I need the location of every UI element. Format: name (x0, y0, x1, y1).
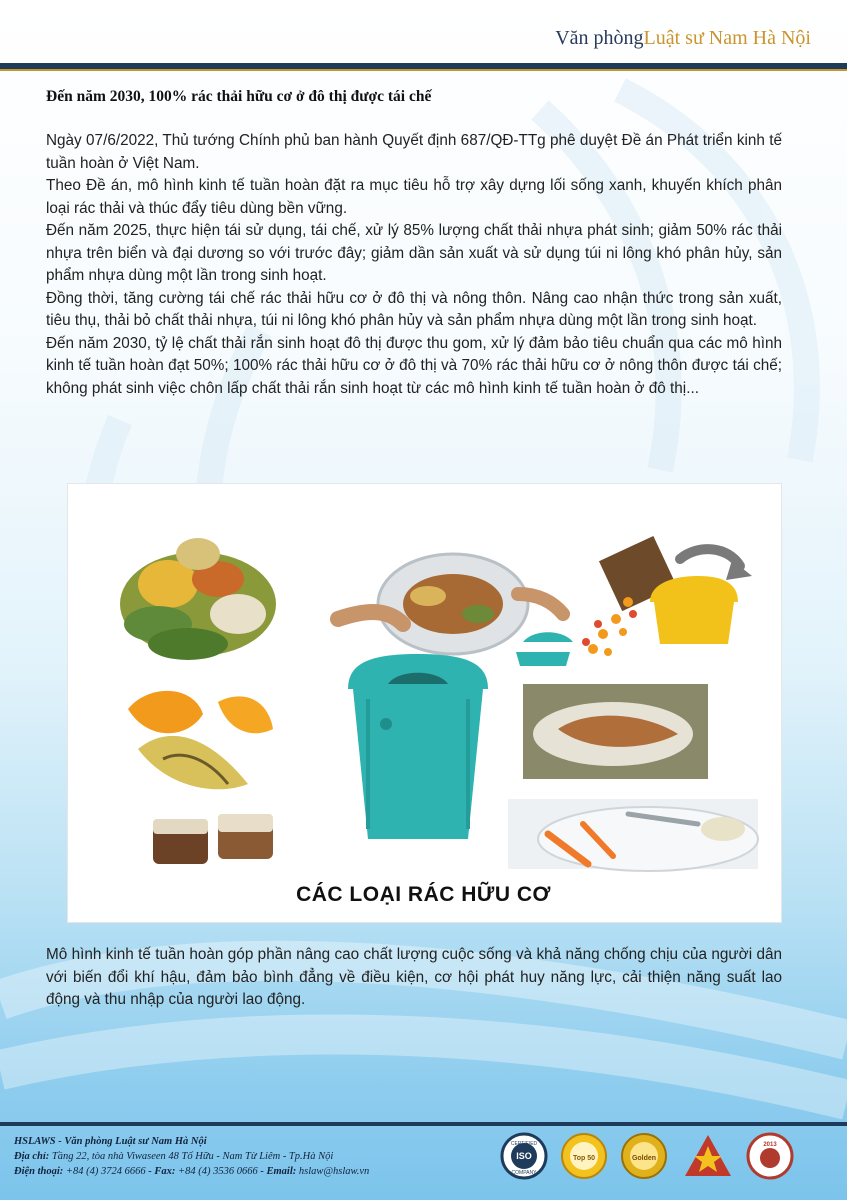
footer-org-name: HSLAWS - Văn phòng Luật sư Nam Hà Nội (14, 1136, 207, 1147)
page-header (0, 0, 847, 70)
footer-org (14, 1134, 514, 1149)
brand-part-2: Luật sư Nam Hà Nội (643, 27, 811, 49)
footer-rule (0, 1122, 847, 1126)
top50-badge (560, 1132, 608, 1180)
phone-value: +84 (4) 3724 6666 (65, 1166, 146, 1177)
paragraph: Ngày 07/6/2022, Thủ tướng Chính phủ ban hành Quyết định 687/QĐ-TTg phê duyệt Đề án Phát triển kinh tế tuần hoàn ở Việt Nam. (46, 132, 782, 172)
organic-waste-illustration (68, 484, 781, 922)
header-rule-accent (0, 69, 847, 71)
email-label: - Email: (260, 1166, 297, 1177)
seal-2013-badge (746, 1132, 794, 1180)
organic-waste-figure (68, 484, 781, 922)
peels-image (128, 691, 273, 789)
badge2-text: Top 50 (572, 1155, 596, 1162)
paragraph: Theo Đề án, mô hình kinh tế tuần hoàn đặt ra mục tiêu hỗ trợ xây dựng lối sống xanh, khuyến khích phân loại rác thải và thúc đẩy tiêu dùng bền vững. (46, 177, 782, 217)
footer-contact (14, 1134, 514, 1179)
award-badges (500, 1128, 840, 1188)
badge3-text: Golden (631, 1155, 657, 1162)
iso-certified-badge (500, 1132, 548, 1180)
golden-badge (620, 1132, 668, 1180)
article-body (46, 130, 782, 400)
address-value: Tầng 22, tòa nhà Viwaseen 48 Tố Hữu - Nam Từ Liêm - Tp.Hà Nội (51, 1151, 334, 1162)
footer-phone-line (14, 1164, 514, 1179)
tea-bags-image (153, 814, 273, 864)
fish-leftovers-image (523, 684, 708, 779)
address-label: Địa chỉ: (14, 1151, 50, 1162)
paragraph: Đồng thời, tăng cường tái chế rác thải hữu cơ ở đô thị và nông thôn. Nâng cao nhận thức trong sản xuất, tiêu thụ, thải bỏ chất thải nhựa, túi ni lông khó phân hủy và sản phẩm nhựa dùng một lần trong sinh hoạt. (46, 289, 782, 329)
article-title: Đến năm 2030, 100% rác thải hữu cơ ở đô thị được tái chế (46, 88, 432, 105)
paragraph: Đến năm 2025, thực hiện tái sử dụng, tái chế, xử lý 85% lượng chất thải nhựa phát sinh; giảm 50% rác thải nhựa trên biển và đại dương so với trước đây; giảm dần sản xuất và sử dụng túi ni lông khó phân hủy, sản phẩm nhựa dùng một lần trong sinh hoạt. (46, 222, 782, 284)
fax-label: - Fax: (148, 1166, 176, 1177)
header-brand (555, 27, 811, 50)
plate-with-carrots-image (508, 799, 758, 871)
closing-paragraph: Mô hình kinh tế tuần hoàn góp phần nâng cao chất lượng cuộc sống và khả năng chống chịu của người dân với biến đổi khí hậu, đảm bảo bình đẳng về điều kiện, cơ hội phát huy năng lực, cải thiện năng suất lao động và thu nhập của người lao động. (46, 946, 782, 1008)
email-value: hslaw@hslaw.vn (298, 1166, 370, 1177)
brand-part-1: Văn phòng (555, 27, 644, 49)
iso-bottom-text: COMPANY (511, 1170, 537, 1176)
trash-bin-image (348, 654, 488, 839)
iso-mid-text: ISO (516, 1151, 532, 1161)
paragraph: Đến năm 2030, tỷ lệ chất thải rắn sinh hoạt đô thị được thu gom, xử lý đảm bảo tiêu chuẩn qua các mô hình kinh tế tuần hoàn đạt 50%; 100% rác thải hữu cơ ở đô thị và 70% rác thải hữu cơ ở nông thôn được tái chế; không phát sinh việc chôn lấp chất thải rắn sinh hoạt từ các mô hình kinh tế tuần hoàn ở đô thị... (46, 334, 782, 397)
compost-pile-image (120, 538, 276, 660)
footer-address-line (14, 1149, 514, 1164)
figure-caption: CÁC LOẠI RÁC HỮU CƠ (296, 883, 551, 906)
star-award-badge (682, 1132, 734, 1180)
iso-top-text: CERTIFIED (510, 1141, 538, 1147)
badge5-year-text: 2013 (763, 1142, 777, 1148)
phone-label: Điện thoại: (14, 1166, 64, 1177)
fax-value: +84 (4) 3536 0666 (178, 1166, 258, 1177)
